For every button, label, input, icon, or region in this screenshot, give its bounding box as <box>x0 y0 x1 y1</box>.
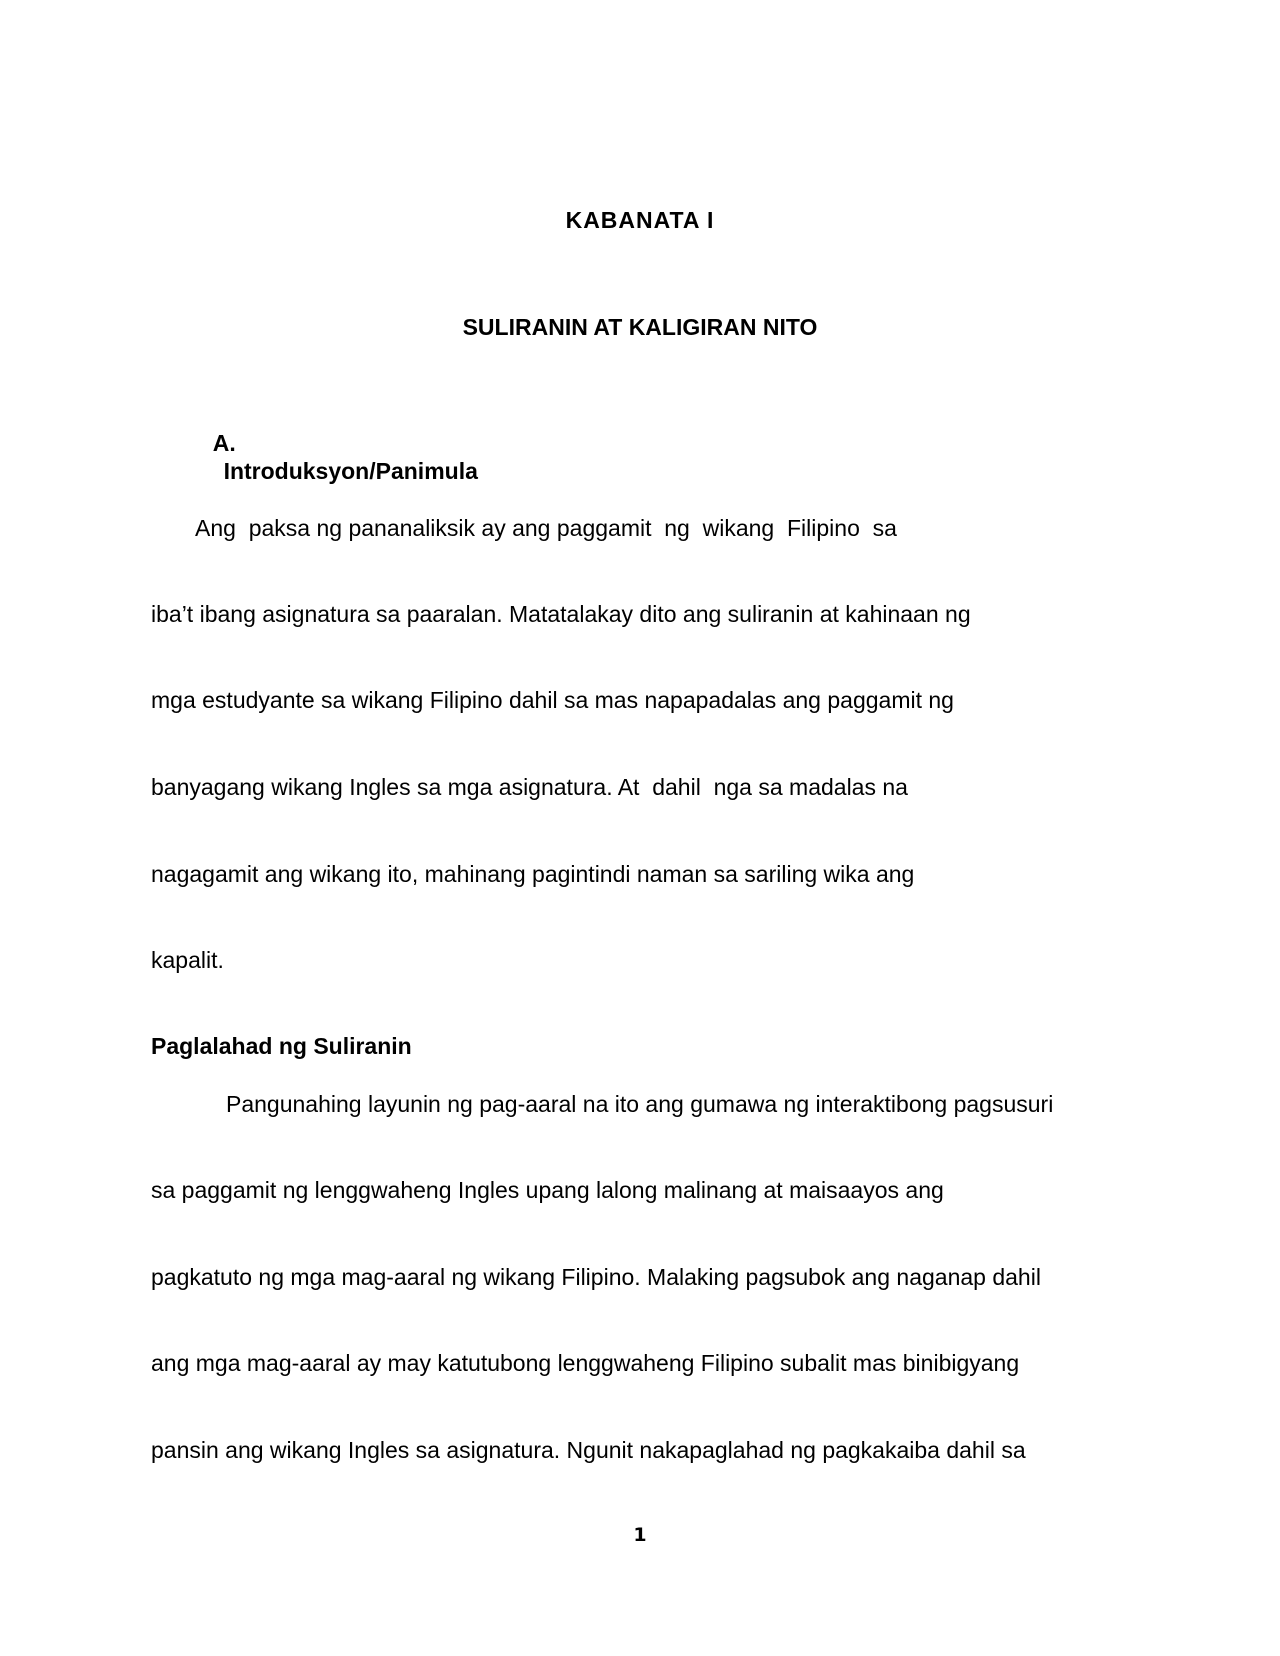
problem-heading: Paglalahad ng Suliranin <box>151 1033 412 1059</box>
intro-line: mga estudyante sa wikang Filipino dahil sa mas napapadalas ang paggamit ng <box>151 687 954 713</box>
problem-line: Pangunahing layunin ng pag-aaral na ito ang gumawa ng interaktibong pagsusuri <box>226 1091 1054 1117</box>
problem-line: sa paggamit ng lenggwaheng Ingles upang lalong malinang at maisaayos ang <box>151 1177 944 1203</box>
intro-line: banyagang wikang Ingles sa mga asignatura. At dahil nga sa madalas na <box>151 774 908 800</box>
problem-line: ang mga mag-aaral ay may katutubong lenggwaheng Filipino subalit mas binibigyang <box>151 1350 1020 1376</box>
section-a-marker: A. <box>212 430 236 456</box>
chapter-subtitle: SULIRANIN AT KALIGIRAN NITO <box>462 314 818 340</box>
section-a-title: Introduksyon/Panimula <box>223 458 478 484</box>
chapter-title: KABANATA I <box>565 207 715 233</box>
problem-line: pansin ang wikang Ingles sa asignatura. Ngunit nakapaglahad ng pagkakaiba dahil sa <box>151 1437 1026 1463</box>
intro-line: nagagamit ang wikang ito, mahinang pagintindi naman sa sariling wika ang <box>151 861 915 887</box>
page-number: 1 <box>633 1524 647 1546</box>
intro-line: Ang paksa ng pananaliksik ay ang paggamit ng wikang Filipino sa <box>195 515 897 541</box>
intro-line: iba’t ibang asignatura sa paaralan. Matatalakay dito ang suliranin at kahinaan ng <box>151 601 971 627</box>
intro-line: kapalit. <box>151 947 224 973</box>
section-a-heading <box>188 401 478 513</box>
problem-line: pagkatuto ng mga mag-aaral ng wikang Filipino. Malaking pagsubok ang naganap dahil <box>151 1264 1041 1290</box>
